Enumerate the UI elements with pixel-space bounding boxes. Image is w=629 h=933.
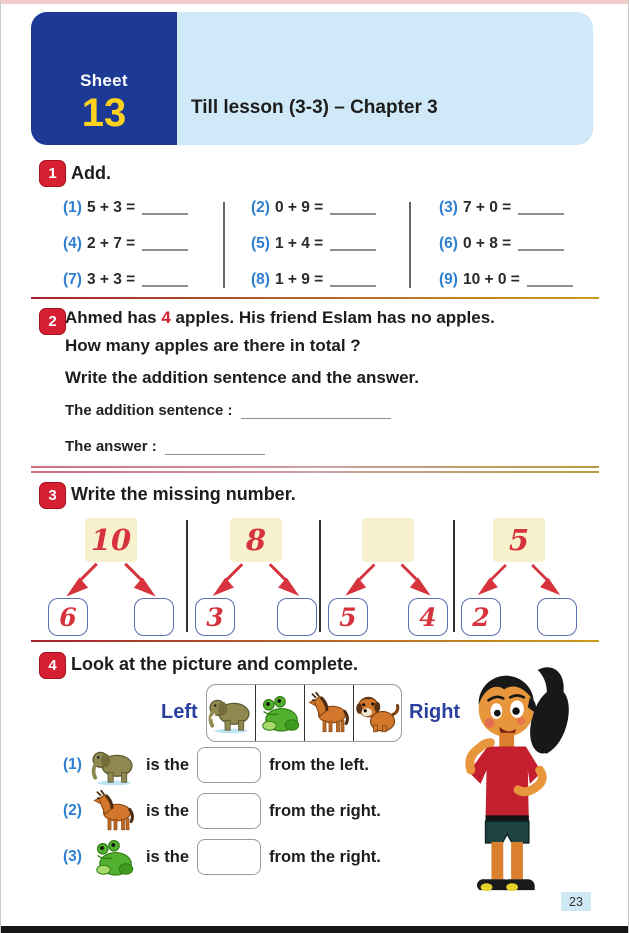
number-bond-4 (459, 518, 579, 636)
elephant-icon (88, 742, 140, 788)
sheet-number: 13 (81, 91, 127, 135)
right-label: Right (409, 701, 461, 723)
answer-blank[interactable] (527, 272, 573, 287)
problem-6: (6) 0 + 8 = (439, 232, 573, 255)
frog-icon (88, 834, 140, 880)
page-number: 23 (561, 892, 591, 911)
bond-part-box-empty[interactable] (277, 598, 317, 636)
section-3-title: Write the missing number. (71, 484, 296, 504)
write-line[interactable] (241, 406, 391, 419)
section-3-badge: 3 (39, 482, 66, 509)
section-4-title: Look at the picture and complete. (71, 654, 359, 674)
answer-blank[interactable] (142, 272, 188, 287)
problem-1: (1) 5 + 3 = (63, 196, 188, 219)
strip-animal-horse (304, 685, 353, 741)
page-bottom-edge (1, 926, 628, 933)
problems-column-2 (251, 196, 376, 291)
bond-part-box: 2 (461, 598, 501, 636)
column-divider (223, 202, 225, 288)
section-separator (31, 466, 599, 468)
bond-arrows-icon (193, 561, 319, 597)
highlighted-number: 4 (161, 308, 171, 327)
bond-divider (186, 520, 188, 632)
bond-part-box: 4 (408, 598, 448, 636)
instruction-line: Write the addition sentence and the answer. (65, 368, 419, 387)
page-title: Till lesson (3-3) – Chapter 3 (191, 97, 438, 118)
bond-total-box: 10 (85, 518, 137, 562)
section-separator (31, 471, 599, 473)
bond-total-box-empty[interactable] (362, 518, 414, 562)
section-1-title: Add. (71, 163, 111, 183)
section-4-badge: 4 (39, 652, 66, 679)
bond-arrows-icon (459, 561, 579, 597)
sheet-number-box (31, 12, 177, 145)
animals-strip (206, 684, 402, 742)
bond-total-box: 8 (230, 518, 282, 562)
bond-arrows-icon (326, 561, 450, 597)
answer-blank[interactable] (330, 200, 376, 215)
complete-item-1: (1) is the from the left. (63, 742, 369, 788)
answer-box[interactable] (197, 793, 261, 829)
question-line-1: Ahmed has 4 apples. His friend Eslam has no apples. (65, 308, 495, 327)
problem-3: (3) 7 + 0 = (439, 196, 573, 219)
section-separator (31, 640, 599, 642)
number-bond-2 (193, 518, 319, 636)
bond-part-box: 3 (195, 598, 235, 636)
complete-item-2: (2) is the from the right. (63, 788, 381, 834)
answer-blank[interactable] (330, 272, 376, 287)
bond-arrows-icon (46, 561, 176, 597)
horse-icon (305, 691, 353, 735)
bond-part-box: 6 (48, 598, 88, 636)
answer-blank[interactable] (518, 236, 564, 251)
problem-5: (5) 1 + 4 = (251, 232, 376, 255)
girl-illustration (459, 652, 577, 904)
number-bond-3 (326, 518, 450, 636)
frog-icon (256, 691, 304, 735)
problem-7: (7) 3 + 3 = (63, 268, 188, 291)
dog-icon (354, 691, 402, 735)
addition-sentence-field: The addition sentence : (65, 402, 391, 419)
answer-blank[interactable] (142, 200, 188, 215)
answer-blank[interactable] (518, 200, 564, 215)
top-edge-strip (1, 0, 628, 4)
problem-8: (8) 1 + 9 = (251, 268, 376, 291)
sheet-label: Sheet (80, 71, 128, 90)
section-1-badge: 1 (39, 160, 66, 187)
bond-total-box: 5 (493, 518, 545, 562)
column-divider (409, 202, 411, 288)
write-line[interactable] (165, 442, 265, 455)
bond-part-box: 5 (328, 598, 368, 636)
problems-column-3 (439, 196, 573, 291)
answer-box[interactable] (197, 839, 261, 875)
strip-animal-dog (353, 685, 402, 741)
horse-icon (88, 788, 140, 834)
elephant-icon (207, 691, 255, 735)
section-separator (31, 297, 599, 299)
left-label: Left (161, 701, 198, 723)
bond-divider (319, 520, 321, 632)
section-2-badge: 2 (39, 308, 66, 335)
bond-part-box-empty[interactable] (134, 598, 174, 636)
problem-9: (9) 10 + 0 = (439, 268, 573, 291)
problem-2: (2) 0 + 9 = (251, 196, 376, 219)
complete-item-3: (3) is the from the right. (63, 834, 381, 880)
answer-blank[interactable] (142, 236, 188, 251)
question-line-2: How many apples are there in total ? (65, 336, 361, 355)
answer-blank[interactable] (330, 236, 376, 251)
strip-animal-elephant (207, 685, 255, 741)
number-bond-1 (46, 518, 176, 636)
bond-part-box-empty[interactable] (537, 598, 577, 636)
problem-4: (4) 2 + 7 = (63, 232, 188, 255)
problems-column-1 (63, 196, 188, 291)
strip-animal-frog (255, 685, 304, 741)
answer-box[interactable] (197, 747, 261, 783)
answer-field: The answer : (65, 438, 265, 455)
bond-divider (453, 520, 455, 632)
